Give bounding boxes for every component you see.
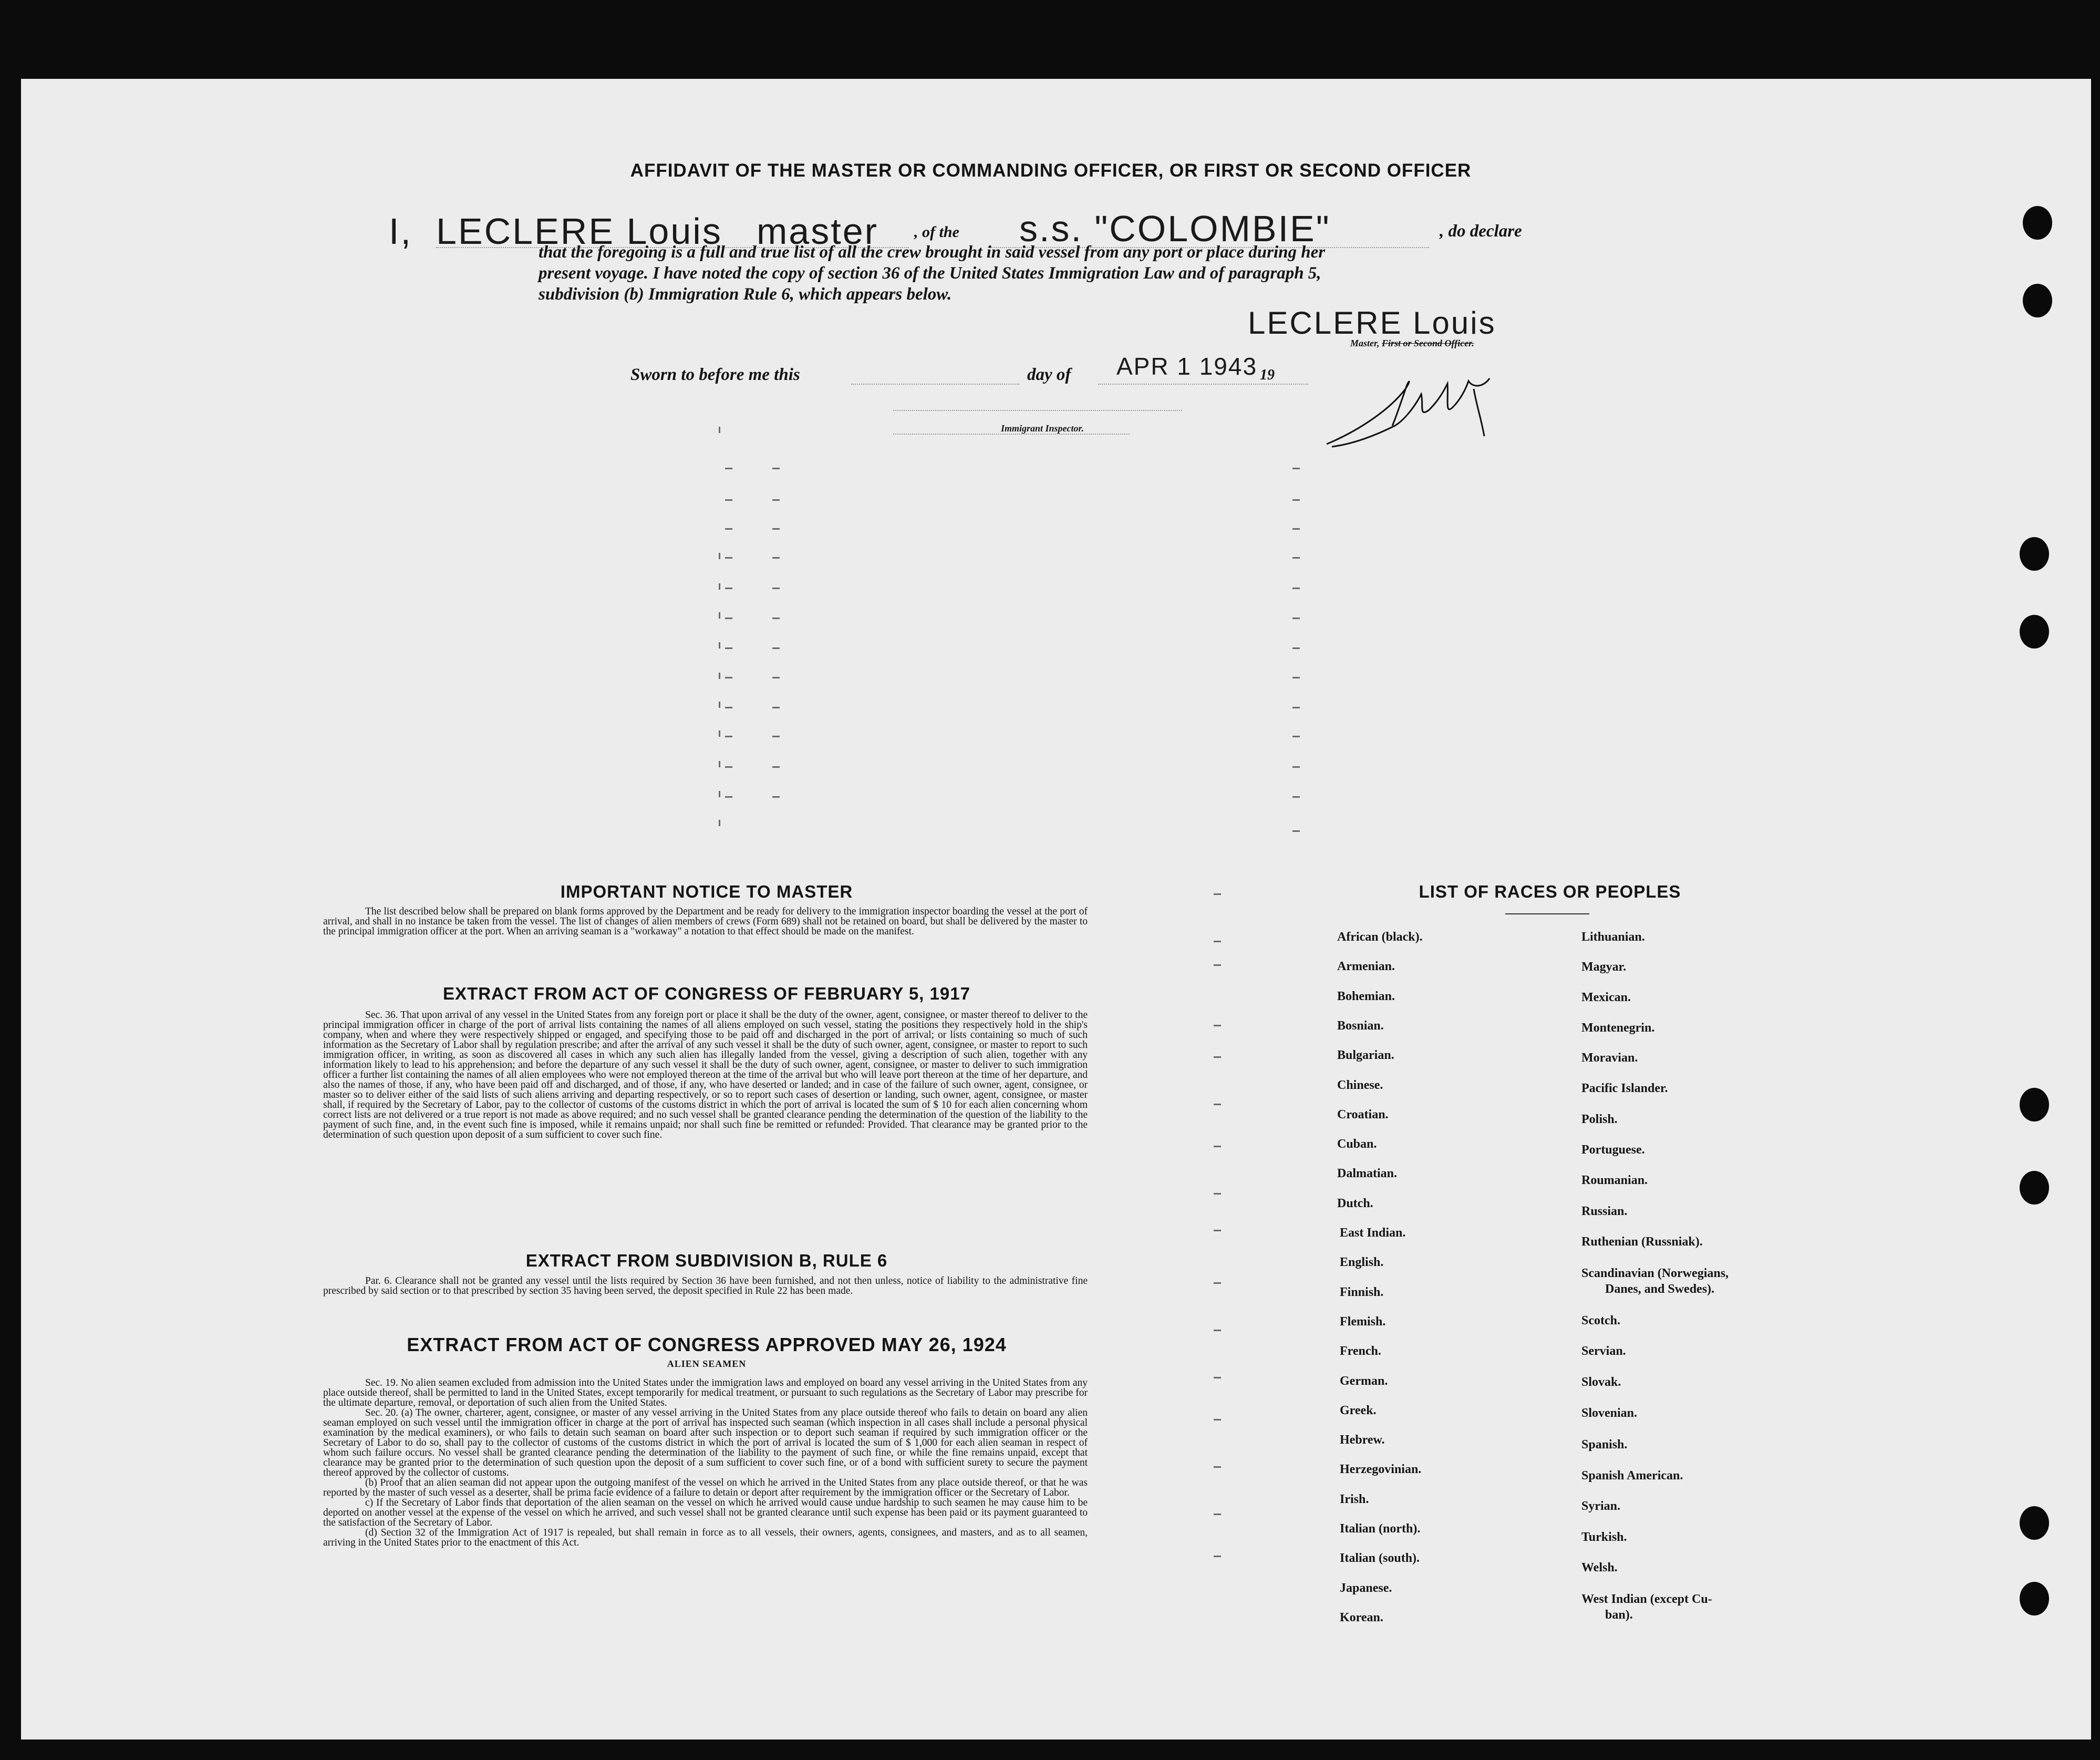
declaration-line-2: present voyage. I have noted the copy of section 36 of the United States Immigration Law and of paragraph 5, <box>539 264 1321 283</box>
race-item: Dutch. <box>1337 1196 1373 1210</box>
day-of-label: day of <box>1027 365 1071 384</box>
race-item: Flemish. <box>1340 1314 1386 1329</box>
race-item: Lithuanian. <box>1581 930 1645 944</box>
caption-master: Master, <box>1350 338 1380 348</box>
sec-20c-paragraph: c) If the Secretary of Labor finds that deportation of the alien seaman on the vessel on which he arrived would cause undue hardship to such seamen he may cause him to be deported on another vessel at the expense of the vessel on which he arrived, and such vessel shall not be granted clearance until such expense has been paid or its payment guaranteed to the satisfaction of the Secretary of Labor. <box>323 1497 1088 1528</box>
section-36-paragraph: Sec. 36. That upon arrival of any vessel in the United States from any foreign port or place it shall be the duty of the owner, agent, consignee, or master thereof to deliver to the principal immigration officer in charge of the port of arrival lists containing the names of all aliens employed on such vessel, stating the positions they respectively hold in the ship's company, when and where they were respectively shipped or engaged, and specifying those to be paid off and discharged in the port of arrival; or lists containing so much of such information as the Secretary of Labor shall by regulation prescribe; and after the arrival of any such vessel it shall be the duty of such owner, agent, consignee, or master to report to such immigration officer, in writing, as soon as discovered all cases in which any such alien has illegally landed from the vessel, giving a description of such alien, together with any information likely to lead to his apprehension; and before the departure of any such vessel it shall be the duty of such owner, agent, consignee, or master to deliver to such immigration officer a further list containing the names of all alien employees who were not employed thereon at the time of the arrival but who will leave port thereon at the time of her departure, and also the names of those, if any, who have been paid off and discharged, and of those, if any, who have deserted or landed; and in case of the failure of such owner, agent, consignee, or master so to deliver either of the said lists of such aliens arriving and departing respectively, or so to report such cases of desertion or landing, such owner, agent, consignee, or master shall, if required by the Secretary of Labor, pay to the collector of customs of the customs district in which the port of arrival is located the sum of $ 10 for each alien concerning whom correct lists are not delivered or a true report is not made as above required; and no such vessel shall be granted clearance pending the determination of the question of the liability to the payment of such fine, and, in the event such fine is imposed, while it remains unpaid; nor shall such fine be remitted or refunded: Provided. That clearance may be granted prior to the determination of such question upon deposit of a sum sufficient to cover such fine. <box>323 1010 1088 1140</box>
race-item: Magyar. <box>1581 960 1627 974</box>
extract-1917-title: EXTRACT FROM ACT OF CONGRESS OF FEBRUARY 5, 1917 <box>443 984 970 1003</box>
punch-hole <box>2023 284 2052 317</box>
race-item: Bohemian. <box>1337 989 1395 1003</box>
race-item: Danes, and Swedes). <box>1605 1282 1715 1296</box>
race-item: Greek. <box>1340 1403 1377 1417</box>
signature-caption <box>1350 338 1474 349</box>
affidavit-pronoun: I, <box>389 211 412 252</box>
race-item: Ruthenian (Russniak). <box>1581 1235 1703 1249</box>
race-item: Turkish. <box>1581 1530 1627 1544</box>
declaration-line-3: subdivision (b) Immigration Rule 6, which appears below. <box>539 285 952 304</box>
race-item: Russian. <box>1581 1205 1628 1218</box>
year-prefix: 19 <box>1260 367 1275 383</box>
race-item: Polish. <box>1581 1113 1618 1126</box>
race-item: Pacific Islander. <box>1581 1082 1668 1095</box>
race-item: East Indian. <box>1340 1226 1406 1240</box>
punch-hole <box>2020 1171 2049 1205</box>
date-stamp: APR 1 1943 <box>1116 353 1258 380</box>
of-the-label: , of the <box>914 223 959 241</box>
race-item: Spanish American. <box>1581 1469 1683 1483</box>
affidavit-heading: AFFIDAVIT OF THE MASTER OR COMMANDING OFFICER, OR FIRST OR SECOND OFFICER <box>630 160 1472 181</box>
race-item: German. <box>1340 1374 1388 1388</box>
race-item: Slovenian. <box>1581 1406 1638 1420</box>
extract-rule6-title: EXTRACT FROM SUBDIVISION B, RULE 6 <box>525 1251 888 1270</box>
race-item: Montenegrin. <box>1581 1021 1655 1035</box>
race-item: Moravian. <box>1581 1051 1638 1065</box>
extract-1917-text <box>323 1010 1088 1140</box>
race-item: Chinese. <box>1337 1078 1383 1092</box>
extract-1924-title: EXTRACT FROM ACT OF CONGRESS APPROVED MAY 26, 1924 <box>407 1334 1007 1355</box>
notice-title: IMPORTANT NOTICE TO MASTER <box>560 882 853 901</box>
race-item: Mexican. <box>1581 991 1631 1004</box>
sec-20a-paragraph: Sec. 20. (a) The owner, charterer, agent, consignee, or master of any vessel arriving in the United States from any place outside thereof who fails to detain on board any alien seaman employed on such vessel until the immigration officer in charge at the port of arrival has inspected such seaman (which inspection in all cases shall include a personal physical examination by the medical examiners), or who fails to detain such seaman on board after such inspection or to deport such seaman if required by such immigration officer or the Secretary of Labor to do so, shall pay to the collector of customs of the customs district in which the port of arrival is located the sum of $ 1,000 for each alien seaman in respect of whom such failure occurs. No vessel shall be granted clearance pending the determination of the liability to the payment of such fine, or while the fine remains unpaid, except that clearance may be granted prior to the determination of such question upon the deposit of a sum sufficient to cover such fine, or of a bond with sufficient surety to secure the payment thereof approved by the collector of customs. <box>323 1407 1088 1478</box>
extract-rule6-text <box>323 1276 1088 1296</box>
race-item: Cuban. <box>1337 1137 1377 1151</box>
race-item: Portuguese. <box>1581 1143 1645 1157</box>
race-item: Servian. <box>1581 1344 1626 1358</box>
race-item: Irish. <box>1340 1492 1369 1506</box>
race-item: Armenian. <box>1337 960 1395 974</box>
alien-seamen-subtitle: ALIEN SEAMEN <box>667 1358 747 1369</box>
sec-19-paragraph: Sec. 19. No alien seamen excluded from admission into the United States under the immigration laws and employed on board any vessel arriving in the United States from any place outside thereof, shall be permitted to land in the United States, except temporarily for medical treatment, or pursuant to such regulations as the Secretary of Labor may prescribe for the ultimate departure, removal, or deportation of such alien from the United States. <box>323 1377 1088 1408</box>
punch-hole <box>2020 1506 2049 1540</box>
sec-20d-paragraph: (d) Section 32 of the Immigration Act of 1917 is repealed, but shall remain in force as to all vessels, their owners, agents, consignees, and masters, and as to all seamen, arriving in the United States prior to the enactment of this Act. <box>323 1527 1088 1548</box>
sworn-label: Sworn to before me this <box>630 365 800 384</box>
punch-hole <box>2023 206 2052 240</box>
notice-text <box>323 907 1088 936</box>
race-item: Bosnian. <box>1337 1018 1384 1033</box>
race-item: Finnish. <box>1340 1285 1384 1299</box>
race-item: ban). <box>1605 1608 1633 1622</box>
extract-1924-text <box>323 1378 1088 1548</box>
punch-hole <box>2020 1088 2049 1121</box>
race-item: Japanese. <box>1340 1581 1392 1595</box>
par-6-paragraph: Par. 6. Clearance shall not be granted any vessel until the lists required by Section 36 have been furnished, and not then unless, notice of liability to the administrative fine prescribed by said section or to that prescribed by section 35 having been served, the deposit specified in Rule 22 has been made. <box>323 1275 1088 1296</box>
race-item: Spanish. <box>1581 1438 1628 1452</box>
vessel-name: s.s. "COLOMBIE" <box>1019 208 1331 249</box>
race-item: Roumanian. <box>1581 1174 1648 1187</box>
races-title-rule <box>1505 913 1589 914</box>
punch-hole <box>2020 615 2049 649</box>
caption-struck: First or Second Officer. <box>1382 338 1474 348</box>
race-item: Slovak. <box>1581 1375 1621 1389</box>
race-item: Bulgarian. <box>1337 1048 1394 1063</box>
master-name: LECLERE Louis <box>436 211 722 252</box>
sec-20b-paragraph: (b) Proof that an alien seaman did not appear upon the outgoing manifest of the vessel on which he arrived in the United States from any place outside thereof, or that he was reported by the master of such vessel as a deserter, shall be prima facie evidence of a failure to detain or deport after requirement by the immigration officer or the Secretary of Labor. <box>323 1477 1088 1498</box>
inspector-label: Immigrant Inspector. <box>1001 423 1084 434</box>
race-item: Italian (south). <box>1340 1551 1420 1566</box>
races-title: LIST OF RACES OR PEOPLES <box>1419 882 1681 901</box>
race-item: West Indian (except Cu- <box>1581 1592 1712 1606</box>
punch-hole <box>2020 1582 2049 1615</box>
race-item: Dalmatian. <box>1337 1167 1397 1181</box>
race-item: Korean. <box>1340 1610 1383 1624</box>
race-item: African (black). <box>1337 930 1423 944</box>
race-item: Croatian. <box>1337 1107 1389 1121</box>
do-declare-label: , do declare <box>1440 222 1522 241</box>
notice-paragraph: The list described below shall be prepared on blank forms approved by the Department and be ready for delivery to the immigration inspector boarding the vessel at the port of arrival, and shall in no instance be taken from the vessel. The list of changes of alien members of crews (Form 689) shall not be retained on board, but shall be delivered by the master to the principal immigration officer at the port. When an arriving seaman is a "workaway" a notation to that effect should be made on the manifest. <box>323 906 1088 937</box>
race-item: Welsh. <box>1581 1561 1618 1574</box>
race-item: Herzegovinian. <box>1340 1463 1422 1477</box>
race-item: Scandinavian (Norwegians, <box>1581 1267 1729 1280</box>
master-rank: master <box>757 211 878 252</box>
race-item: Hebrew. <box>1340 1433 1385 1447</box>
punch-hole <box>2020 537 2049 571</box>
race-item: Scotch. <box>1581 1314 1620 1327</box>
race-item: French. <box>1340 1344 1381 1358</box>
signature-typed: LECLERE Louis <box>1248 305 1496 341</box>
race-item: English. <box>1340 1255 1384 1270</box>
race-item: Syrian. <box>1581 1499 1621 1513</box>
race-item: Italian (north). <box>1340 1522 1421 1536</box>
handwritten-signature <box>1316 357 1516 457</box>
declaration-line-1: that the foregoing is a full and true list of all the crew brought in said vessel from any port or place during her <box>539 243 1326 262</box>
